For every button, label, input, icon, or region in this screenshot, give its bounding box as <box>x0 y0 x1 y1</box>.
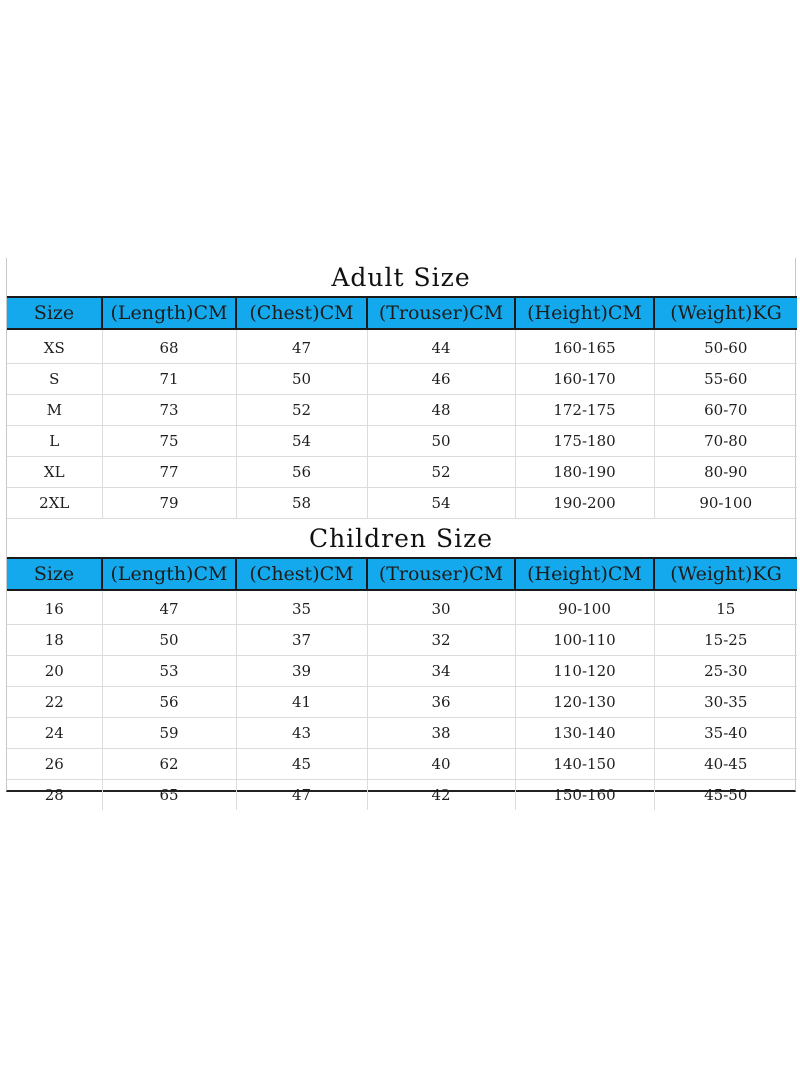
trouser-cell: 32 <box>367 625 515 656</box>
trouser-cell: 48 <box>367 395 515 426</box>
table-row <box>7 718 797 749</box>
height-cell: 90-100 <box>515 590 654 625</box>
table-row <box>7 656 797 687</box>
children-header-size: Size <box>7 558 102 590</box>
table-row <box>7 590 797 625</box>
length-cell: 56 <box>102 687 236 718</box>
trouser-cell: 42 <box>367 780 515 811</box>
height-cell: 150-160 <box>515 780 654 811</box>
chest-cell: 35 <box>236 590 367 625</box>
table-row <box>7 780 797 811</box>
adult-header-size: Size <box>7 297 102 329</box>
chest-cell: 45 <box>236 749 367 780</box>
chest-cell: 47 <box>236 780 367 811</box>
size-cell: 26 <box>7 749 102 780</box>
size-cell: XL <box>7 457 102 488</box>
length-cell: 75 <box>102 426 236 457</box>
chest-cell: 58 <box>236 488 367 519</box>
size-cell: 20 <box>7 656 102 687</box>
adult-size-table <box>7 296 797 519</box>
trouser-cell: 36 <box>367 687 515 718</box>
length-cell: 73 <box>102 395 236 426</box>
height-cell: 130-140 <box>515 718 654 749</box>
trouser-cell: 52 <box>367 457 515 488</box>
trouser-cell: 30 <box>367 590 515 625</box>
length-cell: 77 <box>102 457 236 488</box>
weight-cell: 70-80 <box>654 426 797 457</box>
table-row <box>7 687 797 718</box>
size-cell: 16 <box>7 590 102 625</box>
chest-cell: 56 <box>236 457 367 488</box>
trouser-cell: 38 <box>367 718 515 749</box>
adult-header-weight: (Weight)KG <box>654 297 797 329</box>
chest-cell: 47 <box>236 329 367 364</box>
table-row <box>7 329 797 364</box>
size-cell: L <box>7 426 102 457</box>
length-cell: 59 <box>102 718 236 749</box>
length-cell: 50 <box>102 625 236 656</box>
weight-cell: 90-100 <box>654 488 797 519</box>
height-cell: 172-175 <box>515 395 654 426</box>
chest-cell: 52 <box>236 395 367 426</box>
weight-cell: 40-45 <box>654 749 797 780</box>
table-row <box>7 749 797 780</box>
weight-cell: 50-60 <box>654 329 797 364</box>
children-header-chest: (Chest)CM <box>236 558 367 590</box>
trouser-cell: 54 <box>367 488 515 519</box>
size-cell: 28 <box>7 780 102 811</box>
table-row <box>7 426 797 457</box>
table-row <box>7 488 797 519</box>
chest-cell: 43 <box>236 718 367 749</box>
trouser-cell: 40 <box>367 749 515 780</box>
table-row <box>7 457 797 488</box>
trouser-cell: 50 <box>367 426 515 457</box>
weight-cell: 45-50 <box>704 786 748 804</box>
size-chart <box>6 258 796 804</box>
height-cell: 100-110 <box>515 625 654 656</box>
children-header-row <box>7 558 797 590</box>
length-cell: 71 <box>102 364 236 395</box>
height-cell: 160-165 <box>515 329 654 364</box>
chest-cell: 39 <box>236 656 367 687</box>
height-cell: 140-150 <box>515 749 654 780</box>
size-cell: 2XL <box>7 488 102 519</box>
height-cell: 160-170 <box>515 364 654 395</box>
children-header-trouser: (Trouser)CM <box>367 558 515 590</box>
weight-cell: 55-60 <box>654 364 797 395</box>
height-cell: 175-180 <box>515 426 654 457</box>
weight-cell: 15 <box>654 590 797 625</box>
children-size-title: Children Size <box>308 524 494 553</box>
children-size-table <box>7 557 797 810</box>
chest-cell: 54 <box>236 426 367 457</box>
length-cell: 62 <box>102 749 236 780</box>
chest-cell: 50 <box>236 364 367 395</box>
adult-header-trouser: (Trouser)CM <box>367 297 515 329</box>
height-cell: 190-200 <box>515 488 654 519</box>
adult-header-height: (Height)CM <box>515 297 654 329</box>
size-cell: XS <box>7 329 102 364</box>
height-cell: 110-120 <box>515 656 654 687</box>
weight-cell: 25-30 <box>654 656 797 687</box>
adult-header-row <box>7 297 797 329</box>
size-cell: 24 <box>7 718 102 749</box>
trouser-cell: 34 <box>367 656 515 687</box>
weight-cell: 30-35 <box>654 687 797 718</box>
adult-header-chest: (Chest)CM <box>236 297 367 329</box>
weight-cell: 15-25 <box>654 625 797 656</box>
size-cell: M <box>7 395 102 426</box>
trouser-cell: 44 <box>367 329 515 364</box>
table-row <box>7 625 797 656</box>
height-cell: 180-190 <box>515 457 654 488</box>
table-row <box>7 395 797 426</box>
children-header-length: (Length)CM <box>102 558 236 590</box>
length-cell: 79 <box>102 488 236 519</box>
adult-header-length: (Length)CM <box>102 297 236 329</box>
length-cell: 65 <box>102 780 236 811</box>
adult-size-title: Adult Size <box>331 263 471 292</box>
length-cell: 68 <box>102 329 236 364</box>
height-cell: 120-130 <box>515 687 654 718</box>
weight-cell: 80-90 <box>654 457 797 488</box>
size-cell: S <box>7 364 102 395</box>
chest-cell: 41 <box>236 687 367 718</box>
children-header-height: (Height)CM <box>515 558 654 590</box>
length-cell: 53 <box>102 656 236 687</box>
trouser-cell: 46 <box>367 364 515 395</box>
table-row <box>7 364 797 395</box>
length-cell: 47 <box>102 590 236 625</box>
size-cell: 18 <box>7 625 102 656</box>
size-cell: 22 <box>7 687 102 718</box>
weight-cell: 35-40 <box>654 718 797 749</box>
children-header-weight: (Weight)KG <box>654 558 797 590</box>
weight-cell: 60-70 <box>654 395 797 426</box>
chest-cell: 37 <box>236 625 367 656</box>
